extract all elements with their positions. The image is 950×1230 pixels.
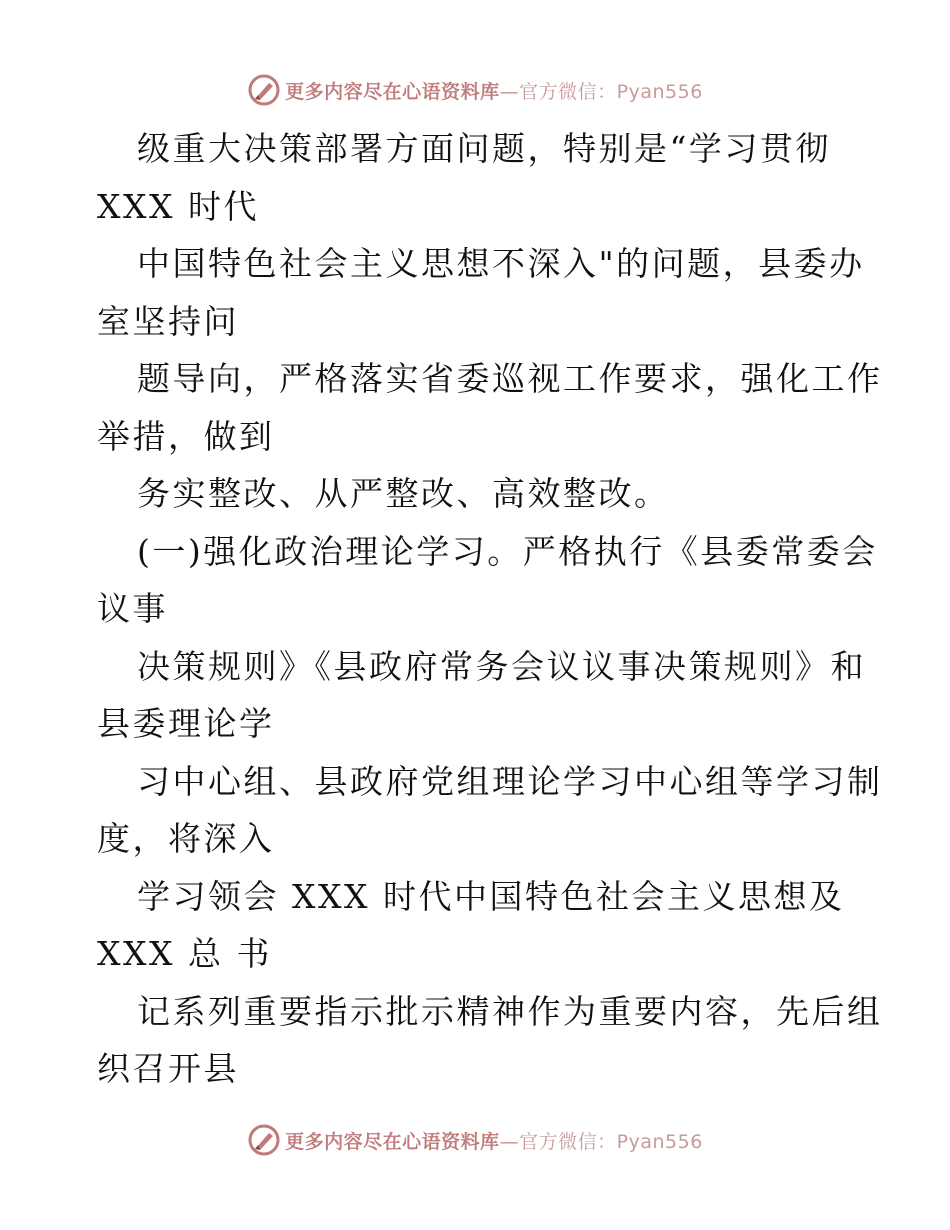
text-line: (一)强化政治理论学习。严格执行《县委常委会 — [137, 531, 878, 571]
text-line: 级重大决策部署方面问题，特别是“学习贯彻 — [137, 129, 831, 168]
text-line: 中国特色社会主义思想不深入"的问题，县委办 — [137, 244, 865, 283]
pen-logo-icon — [247, 73, 281, 107]
text-line: 记系列重要指示批示精神作为重要内容，先后组 — [137, 991, 883, 1031]
watermark-separator: — — [499, 80, 520, 103]
watermark-main-text: 更多内容尽在心语资料库 — [285, 80, 500, 103]
text-line: XXX 总 书 — [97, 934, 272, 973]
text-line: 决策规则》《县政府常务会议议事决策规则》和 — [137, 646, 866, 686]
watermark-main-text: 更多内容尽在心语资料库 — [285, 1130, 500, 1153]
body-text — [97, 120, 883, 1098]
text-line: XXX 时代 — [97, 186, 259, 226]
text-line: 习中心组、县政府党组理论学习中心组等学习制 — [137, 761, 883, 801]
text-line: 举措，做到 — [97, 416, 275, 456]
text-line: 室坚持问 — [97, 301, 239, 341]
watermark-sub-text: 官方微信：Pyan556 — [519, 80, 703, 103]
watermark-separator: — — [499, 1130, 520, 1153]
text-line: 县委理论学 — [97, 704, 275, 743]
header-watermark — [0, 70, 950, 110]
watermark-sub-text: 官方微信：Pyan556 — [519, 1130, 703, 1153]
text-line: 务实整改、从严整改、高效整改。 — [137, 474, 670, 513]
text-line: 织召开县 — [97, 1049, 239, 1088]
footer-watermark — [0, 1120, 950, 1160]
text-line: 度，将深入 — [97, 819, 275, 858]
text-line: 议事 — [97, 589, 168, 628]
pen-logo-icon — [247, 1123, 281, 1157]
text-line: 学习领会 XXX 时代中国特色社会主义思想及 — [137, 876, 845, 916]
text-line: 题导向，严格落实省委巡视工作要求，强化工作 — [137, 359, 883, 398]
